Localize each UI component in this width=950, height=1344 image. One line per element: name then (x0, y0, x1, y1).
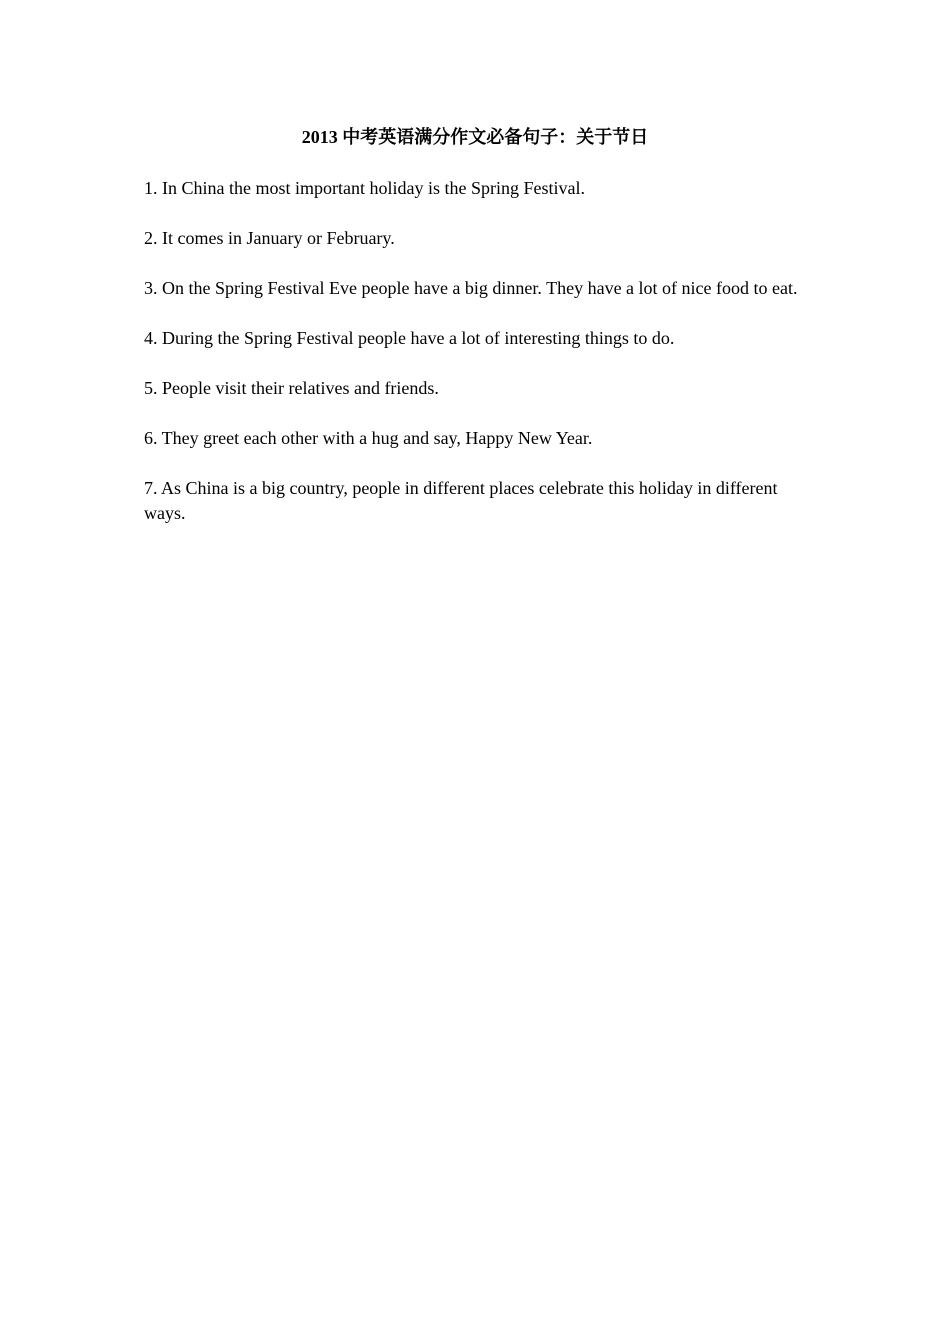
document-title: 2013 中考英语满分作文必备句子：关于节日 (301, 127, 649, 147)
sentence-item-3: 3. On the Spring Festival Eve people have a big dinner. They have a lot of nice food to eat. (144, 278, 798, 298)
sentence-item-4: 4. During the Spring Festival people have a lot of interesting things to do. (144, 328, 675, 348)
sentence-list (144, 176, 804, 551)
sentence-item-2: 2. It comes in January or February. (144, 228, 395, 248)
sentence-item-7: 7. As China is a big country, people in different places celebrate this holiday in different ways. (144, 478, 778, 523)
sentence-item-6: 6. They greet each other with a hug and say, Happy New Year. (144, 428, 593, 448)
sentence-item-5: 5. People visit their relatives and friends. (144, 378, 439, 398)
sentence-item-1: 1. In China the most important holiday is the Spring Festival. (144, 178, 585, 198)
